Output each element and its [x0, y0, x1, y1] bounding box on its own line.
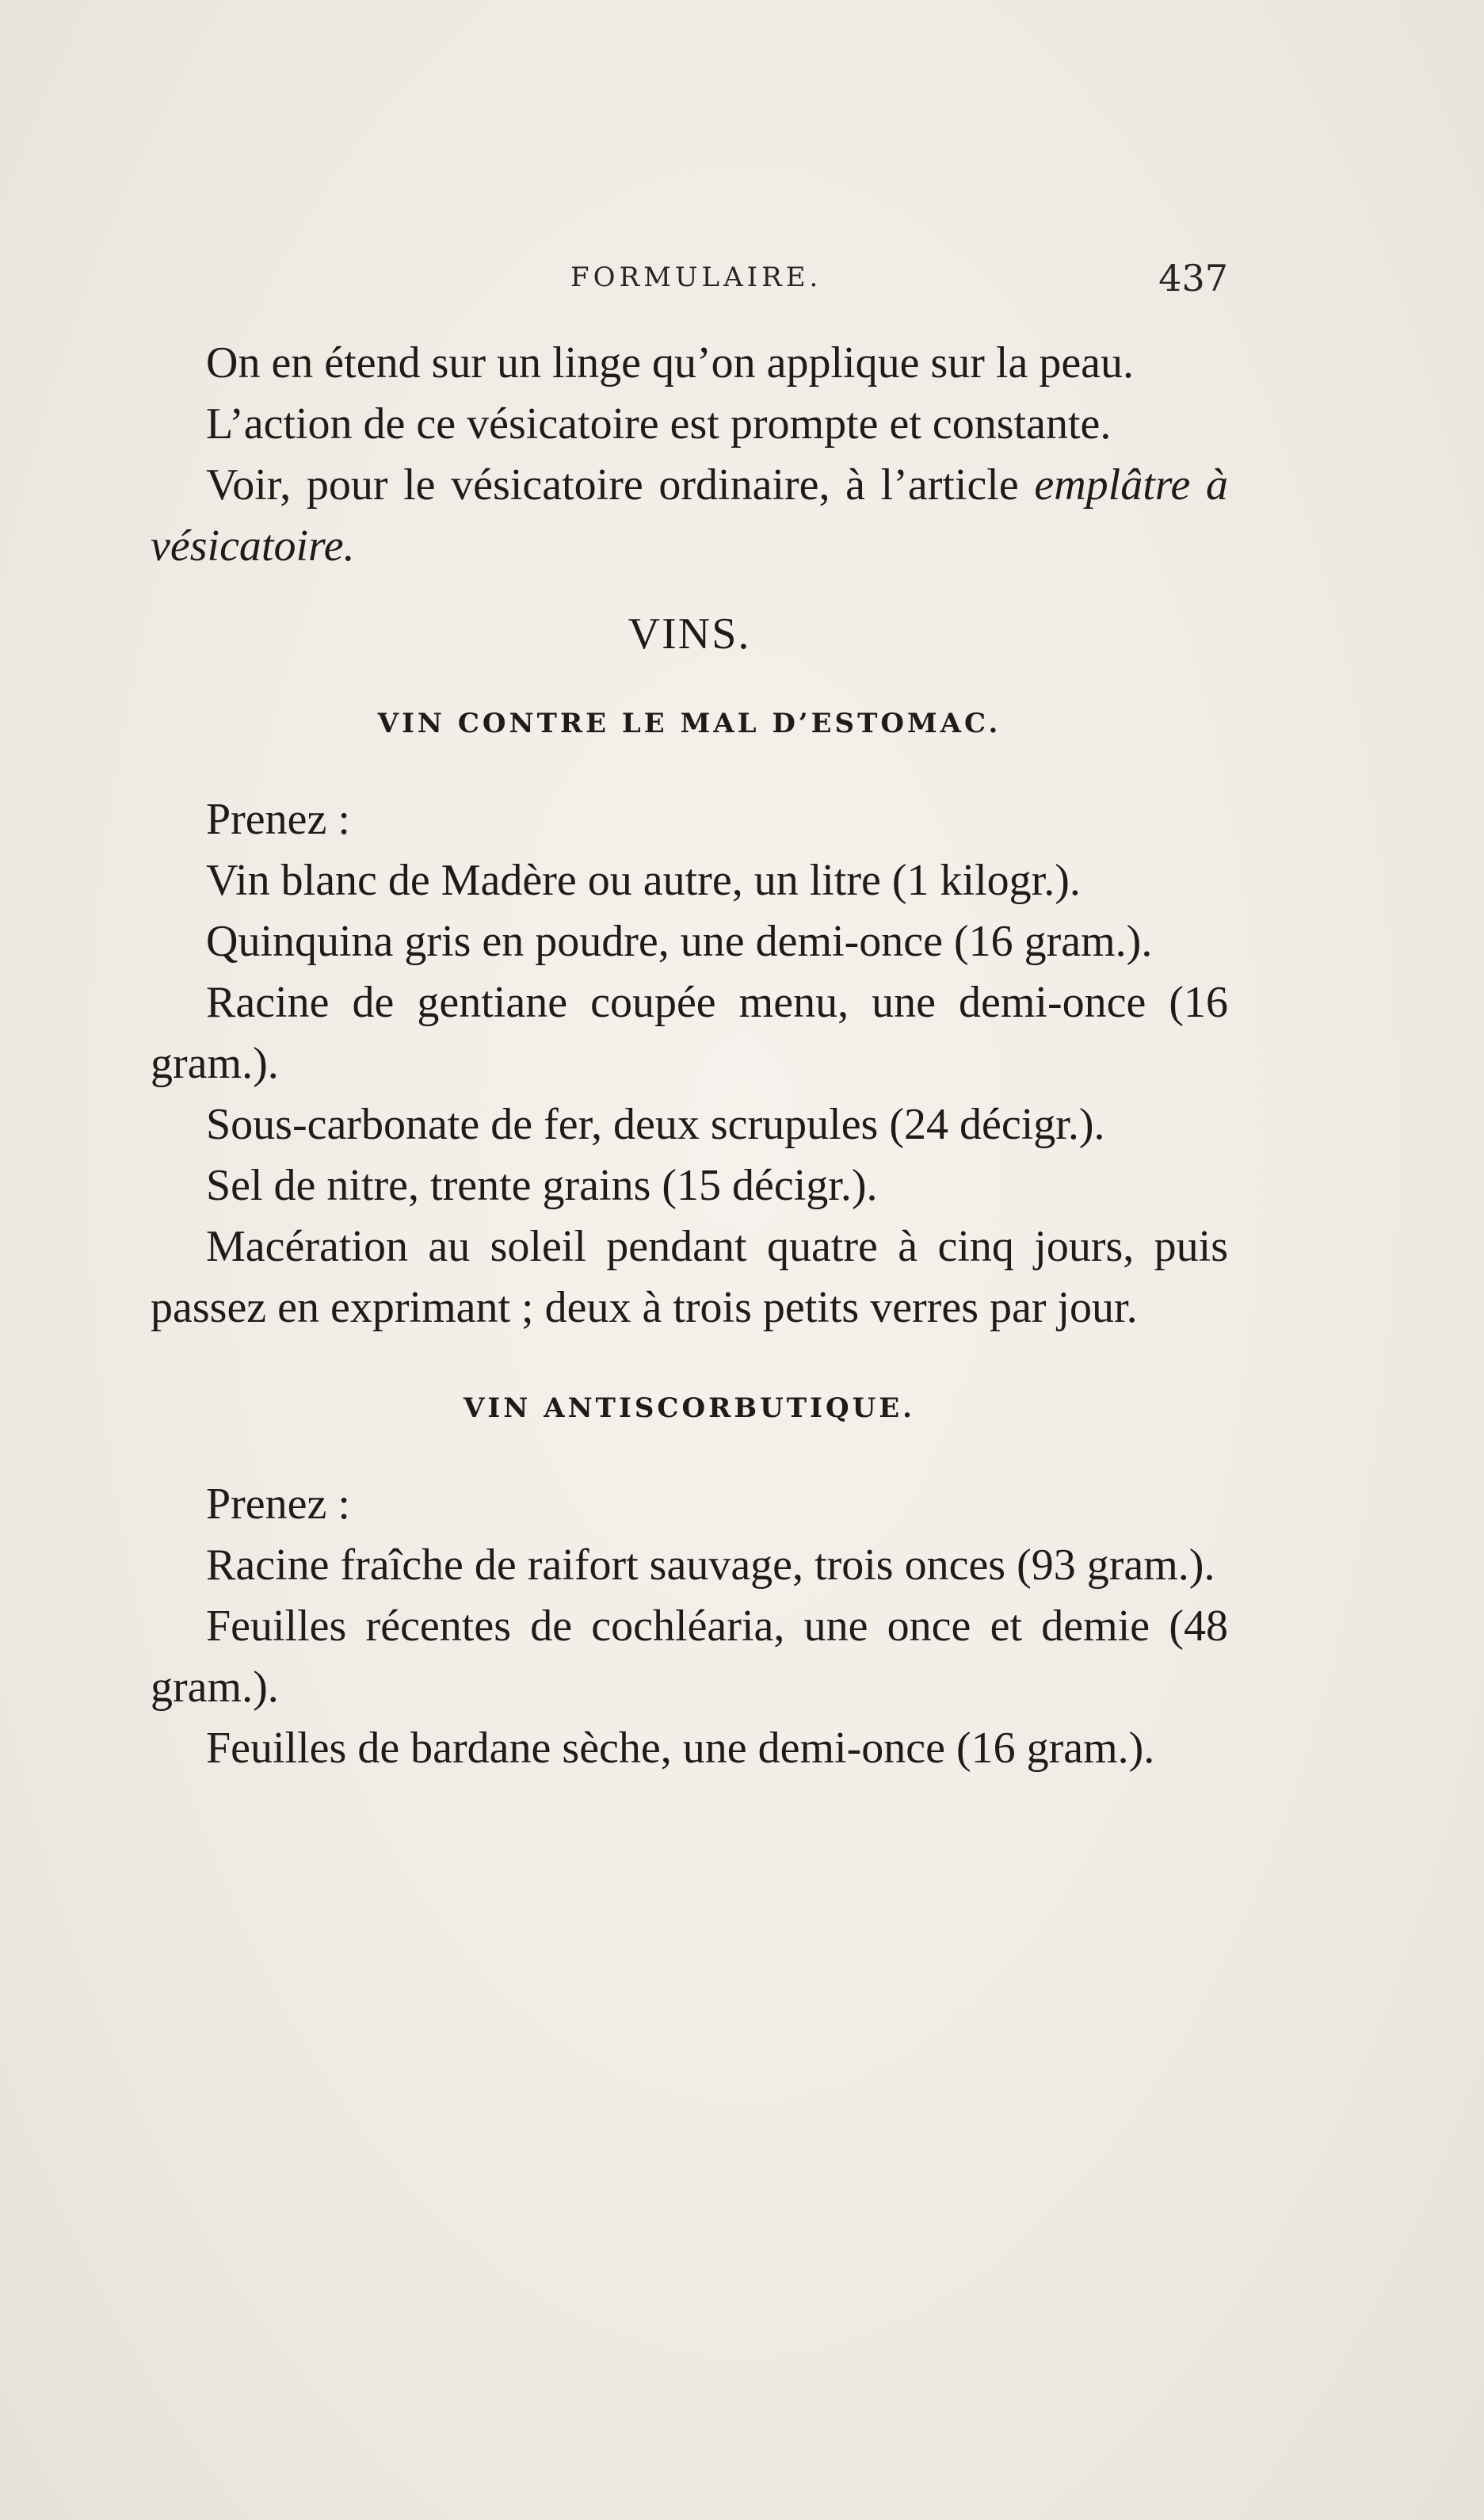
recipe-2-item-2: Feuilles récentes de cochléaria, une once et demie (48 gram.). [151, 1602, 1228, 1712]
recipe-1-prenez: Prenez : [206, 795, 350, 844]
running-title: FORMULAIRE. [570, 262, 822, 293]
page-header [151, 257, 1228, 309]
recipe-2-prenez: Prenez : [206, 1480, 350, 1529]
intro-paragraph-3 [151, 455, 1228, 577]
recipe-2-item-1: Racine fraîche de raifort sauvage, trois onces (93 gram.). [206, 1541, 1215, 1590]
recipe-1-instructions: Macération au soleil pendant quatre à cinq jours, puis passez en exprimant ; deux à trois petits verres par jour. [151, 1222, 1228, 1332]
page-number: 437 [1158, 257, 1228, 300]
recipe-1-item-2: Quinquina gris en poudre, une demi-once (16 gram.). [206, 917, 1153, 966]
intro-paragraph-3-italic: emplâtre à vésicatoire. [151, 460, 1229, 571]
intro-paragraph-3-text: Voir, pour le vésicatoire ordinaire, à l’article [206, 460, 1035, 510]
recipe-1-item-4: Sous-carbonate de fer, deux scrupules (24 décigr.). [206, 1100, 1105, 1149]
recipe-1-title: VIN CONTRE LE MAL D’ESTOMAC. [377, 708, 1001, 739]
recipe-2-item-3: Feuilles de bardane sèche, une demi-once (16 gram.). [206, 1724, 1155, 1773]
page-body [151, 333, 1228, 1779]
recipe-2-title: VIN ANTISCORBUTIQUE. [464, 1392, 915, 1424]
section-title: VINS. [628, 609, 751, 659]
intro-paragraph-1: On en étend sur un linge qu’on applique sur la peau. [206, 338, 1135, 388]
recipe-1-item-1: Vin blanc de Madère ou autre, un litre (1 kilogr.). [206, 856, 1081, 905]
intro-paragraph-2: L’action de ce vésicatoire est prompte et constante. [206, 399, 1112, 449]
recipe-1-item-5: Sel de nitre, trente grains (15 décigr.). [206, 1161, 878, 1210]
recipe-1-item-3: Racine de gentiane coupée menu, une demi-once (16 gram.). [151, 978, 1228, 1088]
